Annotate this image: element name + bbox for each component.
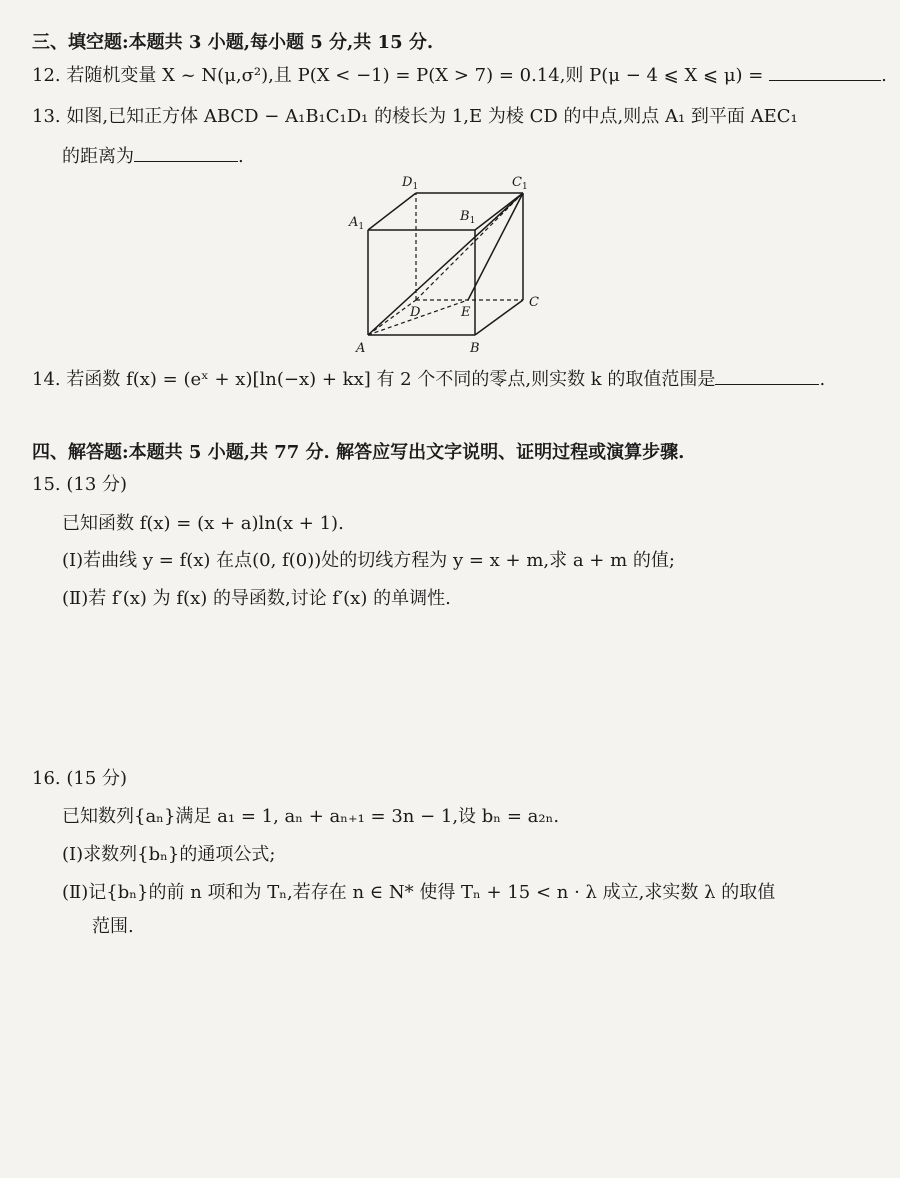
q15-stem: 已知函数 f(x) = (x + a)ln(x + 1). bbox=[62, 513, 344, 534]
label-D: D bbox=[410, 305, 421, 320]
q13-end: . bbox=[238, 146, 244, 167]
q16-stem: 已知数列{aₙ}满足 a₁ = 1, aₙ + aₙ₊₁ = 3n − 1,设 bₙ = a₂ₙ. bbox=[62, 806, 560, 827]
label-C1: $C_1$ bbox=[512, 175, 528, 192]
q12-text: 若随机变量 X ~ N(μ,σ²),且 P(X < −1) = P(X > 7) = 0.14,则 P(μ − 4 ⩽ X ⩽ μ) = bbox=[66, 65, 764, 86]
label-C: C bbox=[529, 295, 539, 310]
question-13-line2 bbox=[62, 143, 244, 170]
label-B1: $B_1$ bbox=[460, 209, 476, 226]
q16-part1: (Ⅰ)求数列{bₙ}的通项公式; bbox=[62, 844, 276, 865]
q13-text: 如图,已知正方体 ABCD − A₁B₁C₁D₁ 的棱长为 1,E 为棱 CD 的中点,则点 A₁ 到平面 AEC₁ bbox=[66, 106, 798, 127]
q12-number: 12. bbox=[32, 65, 61, 86]
q15-part2: (Ⅱ)若 f′(x) 为 f(x) 的导函数,讨论 f′(x) 的单调性. bbox=[62, 588, 451, 609]
cube-figure bbox=[340, 170, 560, 360]
label-D1: $D_1$ bbox=[402, 175, 419, 192]
q16-heading: 16. (15 分) bbox=[32, 768, 128, 789]
q16-part2-cont: 范围. bbox=[92, 916, 134, 937]
q13-answer-blank[interactable] bbox=[134, 143, 238, 162]
q15-heading: 15. (13 分) bbox=[32, 474, 128, 495]
q12-answer-blank[interactable] bbox=[769, 62, 881, 81]
label-E: E bbox=[461, 305, 471, 320]
label-B: B bbox=[470, 341, 480, 356]
question-12 bbox=[32, 62, 887, 89]
q14-answer-blank[interactable] bbox=[715, 366, 819, 385]
question-14 bbox=[32, 366, 825, 393]
q15-part1: (Ⅰ)若曲线 y = f(x) 在点(0, f(0))处的切线方程为 y = x + m,求 a + m 的值; bbox=[62, 550, 675, 571]
question-13-line1 bbox=[32, 104, 798, 130]
label-A: A bbox=[356, 341, 366, 356]
section4-header: 四、解答题:本题共 5 小题,共 77 分. 解答应写出文字说明、证明过程或演算步骤. bbox=[32, 442, 685, 463]
q13-text-cont: 的距离为 bbox=[62, 146, 134, 167]
q14-text: 若函数 f(x) = (eˣ + x)[ln(−x) + kx] 有 2 个不同的零点,则实数 k 的取值范围是 bbox=[66, 369, 716, 390]
cube-solid-edges bbox=[368, 193, 523, 335]
q13-number: 13. bbox=[32, 106, 61, 127]
section3-header: 三、填空题:本题共 3 小题,每小题 5 分,共 15 分. bbox=[32, 32, 434, 53]
q12-end: . bbox=[881, 65, 887, 86]
q16-part2: (Ⅱ)记{bₙ}的前 n 项和为 Tₙ,若存在 n ∈ N* 使得 Tₙ + 15 < n · λ 成立,求实数 λ 的取值 bbox=[62, 882, 776, 903]
q14-end: . bbox=[819, 369, 826, 390]
label-A1: $A_1$ bbox=[349, 215, 365, 232]
q14-number: 14. bbox=[32, 369, 61, 390]
